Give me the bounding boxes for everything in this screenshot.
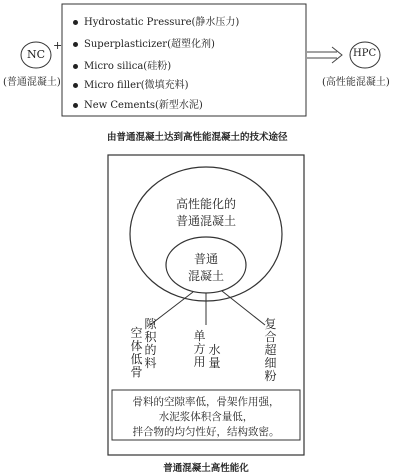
bottom-caption: 普通混凝土高性能化 bbox=[163, 463, 249, 474]
bullet-icon bbox=[73, 20, 78, 25]
bullet-icon bbox=[73, 103, 78, 108]
note-line-1: 骨料的空隙率低，骨架作用强， bbox=[132, 396, 280, 408]
technique-item: Micro silica(硅粉) bbox=[73, 57, 171, 72]
note-line-3: 拌合物的均匀性好，结构致密。 bbox=[132, 426, 280, 438]
note-line-2: 水泥浆体积含量低， bbox=[158, 411, 254, 423]
bullet-icon bbox=[73, 83, 78, 88]
outer-circle-label-line2: 普通混凝土 bbox=[175, 214, 236, 228]
branch-2-col1: 单方用 bbox=[193, 329, 206, 369]
outer-circle-label-line1: 高性能化的 bbox=[175, 197, 236, 211]
branch-1-col2: 隙积的料 bbox=[144, 317, 157, 370]
branch-lines bbox=[150, 291, 265, 325]
branch-2-col2: 水量 bbox=[208, 343, 221, 370]
inner-circle-label-line2: 混凝土 bbox=[187, 269, 224, 283]
hpc-label: HPC bbox=[353, 48, 377, 59]
technique-item: Superplasticizer(超塑化剂) bbox=[73, 35, 215, 50]
bullet-icon bbox=[73, 64, 78, 69]
branch-1-col1: 空体低骨 bbox=[130, 326, 143, 379]
hpc-caption: (高性能混凝土) bbox=[322, 77, 390, 88]
technique-item: New Cements(新型水泥) bbox=[73, 96, 203, 111]
top-caption: 由普通混凝土达到高性能混凝土的技术途径 bbox=[107, 132, 288, 143]
bullet-icon bbox=[73, 42, 78, 47]
double-arrow bbox=[307, 47, 342, 63]
technique-item: Hydrostatic Pressure(静水压力) bbox=[73, 13, 239, 28]
branch-3-col1: 复合超细粉 bbox=[264, 317, 277, 383]
plus-sign: + bbox=[53, 39, 63, 52]
nc-caption: (普通混凝土) bbox=[3, 77, 61, 88]
nc-label: NC bbox=[27, 48, 46, 61]
technique-item: Micro filler(微填充料) bbox=[73, 76, 189, 91]
inner-circle-label-line1: 普通 bbox=[193, 252, 218, 266]
